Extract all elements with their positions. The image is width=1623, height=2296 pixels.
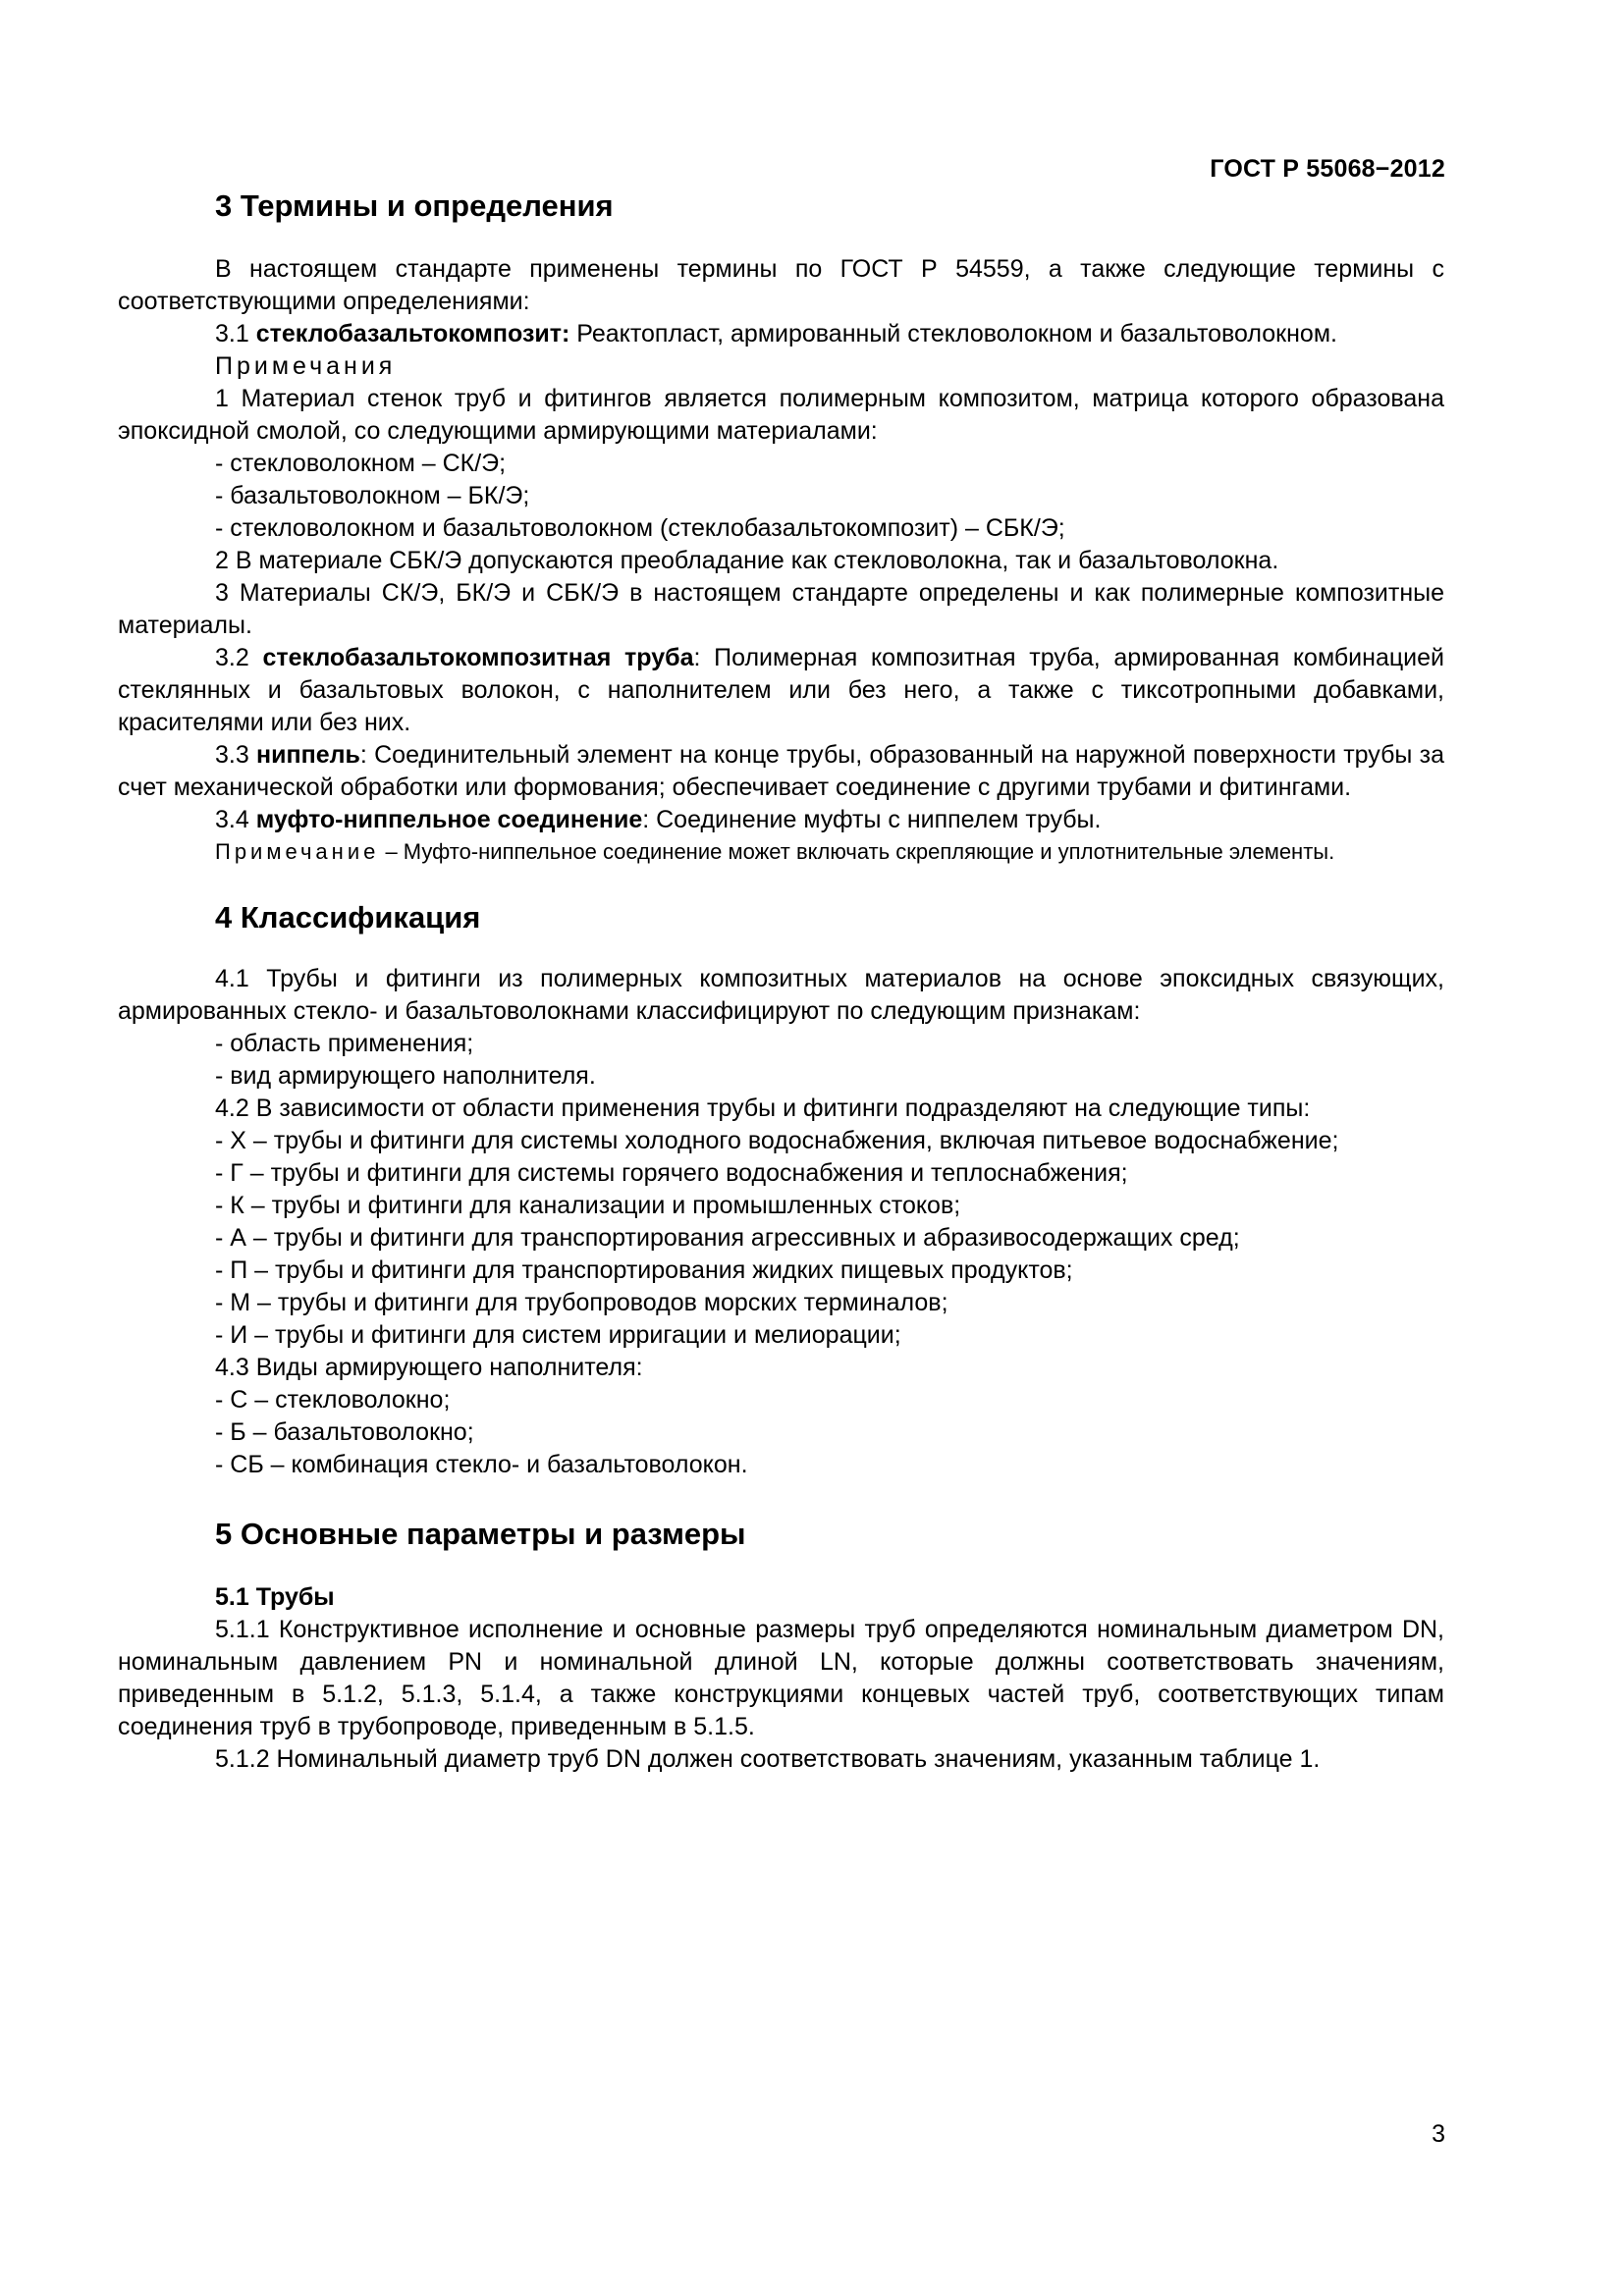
section-4-heading: 4 Классификация: [215, 900, 481, 934]
list-item: - Г – трубы и фитинги для системы горячего водоснабжения и теплоснабжения;: [215, 1159, 1128, 1187]
document-code: ГОСТ Р 55068−2012: [1210, 155, 1445, 183]
list-item: - СБ – комбинация стекло- и базальтоволокон.: [215, 1451, 748, 1478]
term-number: 3.4: [215, 806, 256, 833]
list-item: - А – трубы и фитинги для транспортирования агрессивных и абразивосодержащих сред;: [215, 1224, 1240, 1252]
list-item: - М – трубы и фитинги для трубопроводов морских терминалов;: [215, 1289, 948, 1316]
list-item: - стекловолокном и базальтоволокном (стеклобазальтокомпозит) – СБК/Э;: [215, 514, 1065, 542]
term-3-4: [118, 804, 1444, 836]
term-definition: : Полимерная композитная труба, армированная комбинацией стеклянных и базальтовых волокон, с наполнителем или без него, а также с тиксотропными добавками, красителями или без них.: [118, 644, 1444, 736]
list-item: - область применения;: [215, 1030, 474, 1057]
list-item: - С – стекловолокно;: [215, 1386, 451, 1414]
term-name: стеклобазальтокомпозитная труба: [262, 644, 694, 671]
term-name: стеклобазальтокомпозит:: [255, 320, 570, 347]
list-item: - И – трубы и фитинги для систем ирригации и мелиорации;: [215, 1321, 901, 1349]
section-3-intro: В настоящем стандарте применены термины по ГОСТ Р 54559, а также следующие термины с соответствующими определениями:: [118, 255, 1444, 315]
section-5-heading: 5 Основные параметры и размеры: [215, 1517, 746, 1551]
list-item: - стекловолокном – СК/Э;: [215, 450, 507, 477]
page-content: [118, 187, 1444, 1776]
term-number: 3.2: [215, 644, 263, 671]
note-2: 2 В материале СБК/Э допускаются преобладание как стекловолокна, так и базальтоволокна.: [215, 547, 1279, 574]
term-note: [118, 836, 1444, 867]
list-item: - вид армирующего наполнителя.: [215, 1062, 596, 1090]
term-number: 3.1: [215, 320, 256, 347]
term-name: муфто-ниппельное соединение: [255, 806, 643, 833]
term-name: ниппель: [256, 741, 360, 769]
term-number: 3.3: [215, 741, 257, 769]
list-item: - базальтоволокном – БК/Э;: [215, 482, 530, 509]
note-text: – Муфто-ниппельное соединение может включать скрепляющие и уплотнительные элементы.: [379, 839, 1335, 864]
section-3-heading: 3 Термины и определения: [215, 188, 614, 223]
note-label: Примечание: [215, 839, 380, 864]
list-item: - Х – трубы и фитинги для системы холодного водоснабжения, включая питьевое водоснабжение;: [215, 1127, 1339, 1154]
clause-5-1-2: 5.1.2 Номинальный диаметр труб DN должен соответствовать значениям, указанным таблице 1.: [215, 1745, 1321, 1773]
list-item: - П – трубы и фитинги для транспортирования жидких пищевых продуктов;: [215, 1256, 1073, 1284]
term-definition: : Соединительный элемент на конце трубы, образованный на наружной поверхности трубы за счет механической обработки или формования; обеспечивает соединение с другими трубами и фитингами.: [118, 741, 1445, 801]
clause-4-2: 4.2 В зависимости от области применения трубы и фитинги подразделяют на следующие типы:: [215, 1095, 1311, 1122]
notes-label: Примечания: [215, 352, 397, 380]
term-3-2: [118, 642, 1444, 739]
page-number: 3: [1432, 2120, 1445, 2148]
note-1: 1 Материал стенок труб и фитингов является полимерным композитом, матрица которого образована эпоксидной смолой, со следующими армирующими материалами:: [118, 385, 1444, 445]
term-3-1: [118, 318, 1444, 350]
list-item: - К – трубы и фитинги для канализации и промышленных стоков;: [215, 1192, 961, 1219]
term-definition: Реактопласт, армированный стекловолокном и базальтоволокном.: [569, 320, 1337, 347]
list-item: - Б – базальтоволокно;: [215, 1418, 474, 1446]
note-3: 3 Материалы СК/Э, БК/Э и СБК/Э в настоящем стандарте определены и как полимерные композитные материалы.: [118, 579, 1444, 639]
term-definition: : Соединение муфты с ниппелем трубы.: [642, 806, 1102, 833]
clause-5-1-1: 5.1.1 Конструктивное исполнение и основные размеры труб определяются номинальным диаметром DN, номинальным давлением PN и номинальной длиной LN, которые должны соответствовать значениям, приведенным в 5.1.2, 5.1.3, 5.1.4, а также конструкциями концевых частей труб, соответствующих типам соединения труб в трубопроводе, приведенным в 5.1.5.: [118, 1616, 1444, 1740]
term-3-3: [118, 739, 1444, 804]
clause-4-1: 4.1 Трубы и фитинги из полимерных композитных материалов на основе эпоксидных связующих, армированных стекло- и базальтоволокнами классифицируют по следующим признакам:: [118, 965, 1444, 1025]
subsection-5-1-heading: 5.1 Трубы: [215, 1583, 335, 1611]
clause-4-3: 4.3 Виды армирующего наполнителя:: [215, 1354, 643, 1381]
